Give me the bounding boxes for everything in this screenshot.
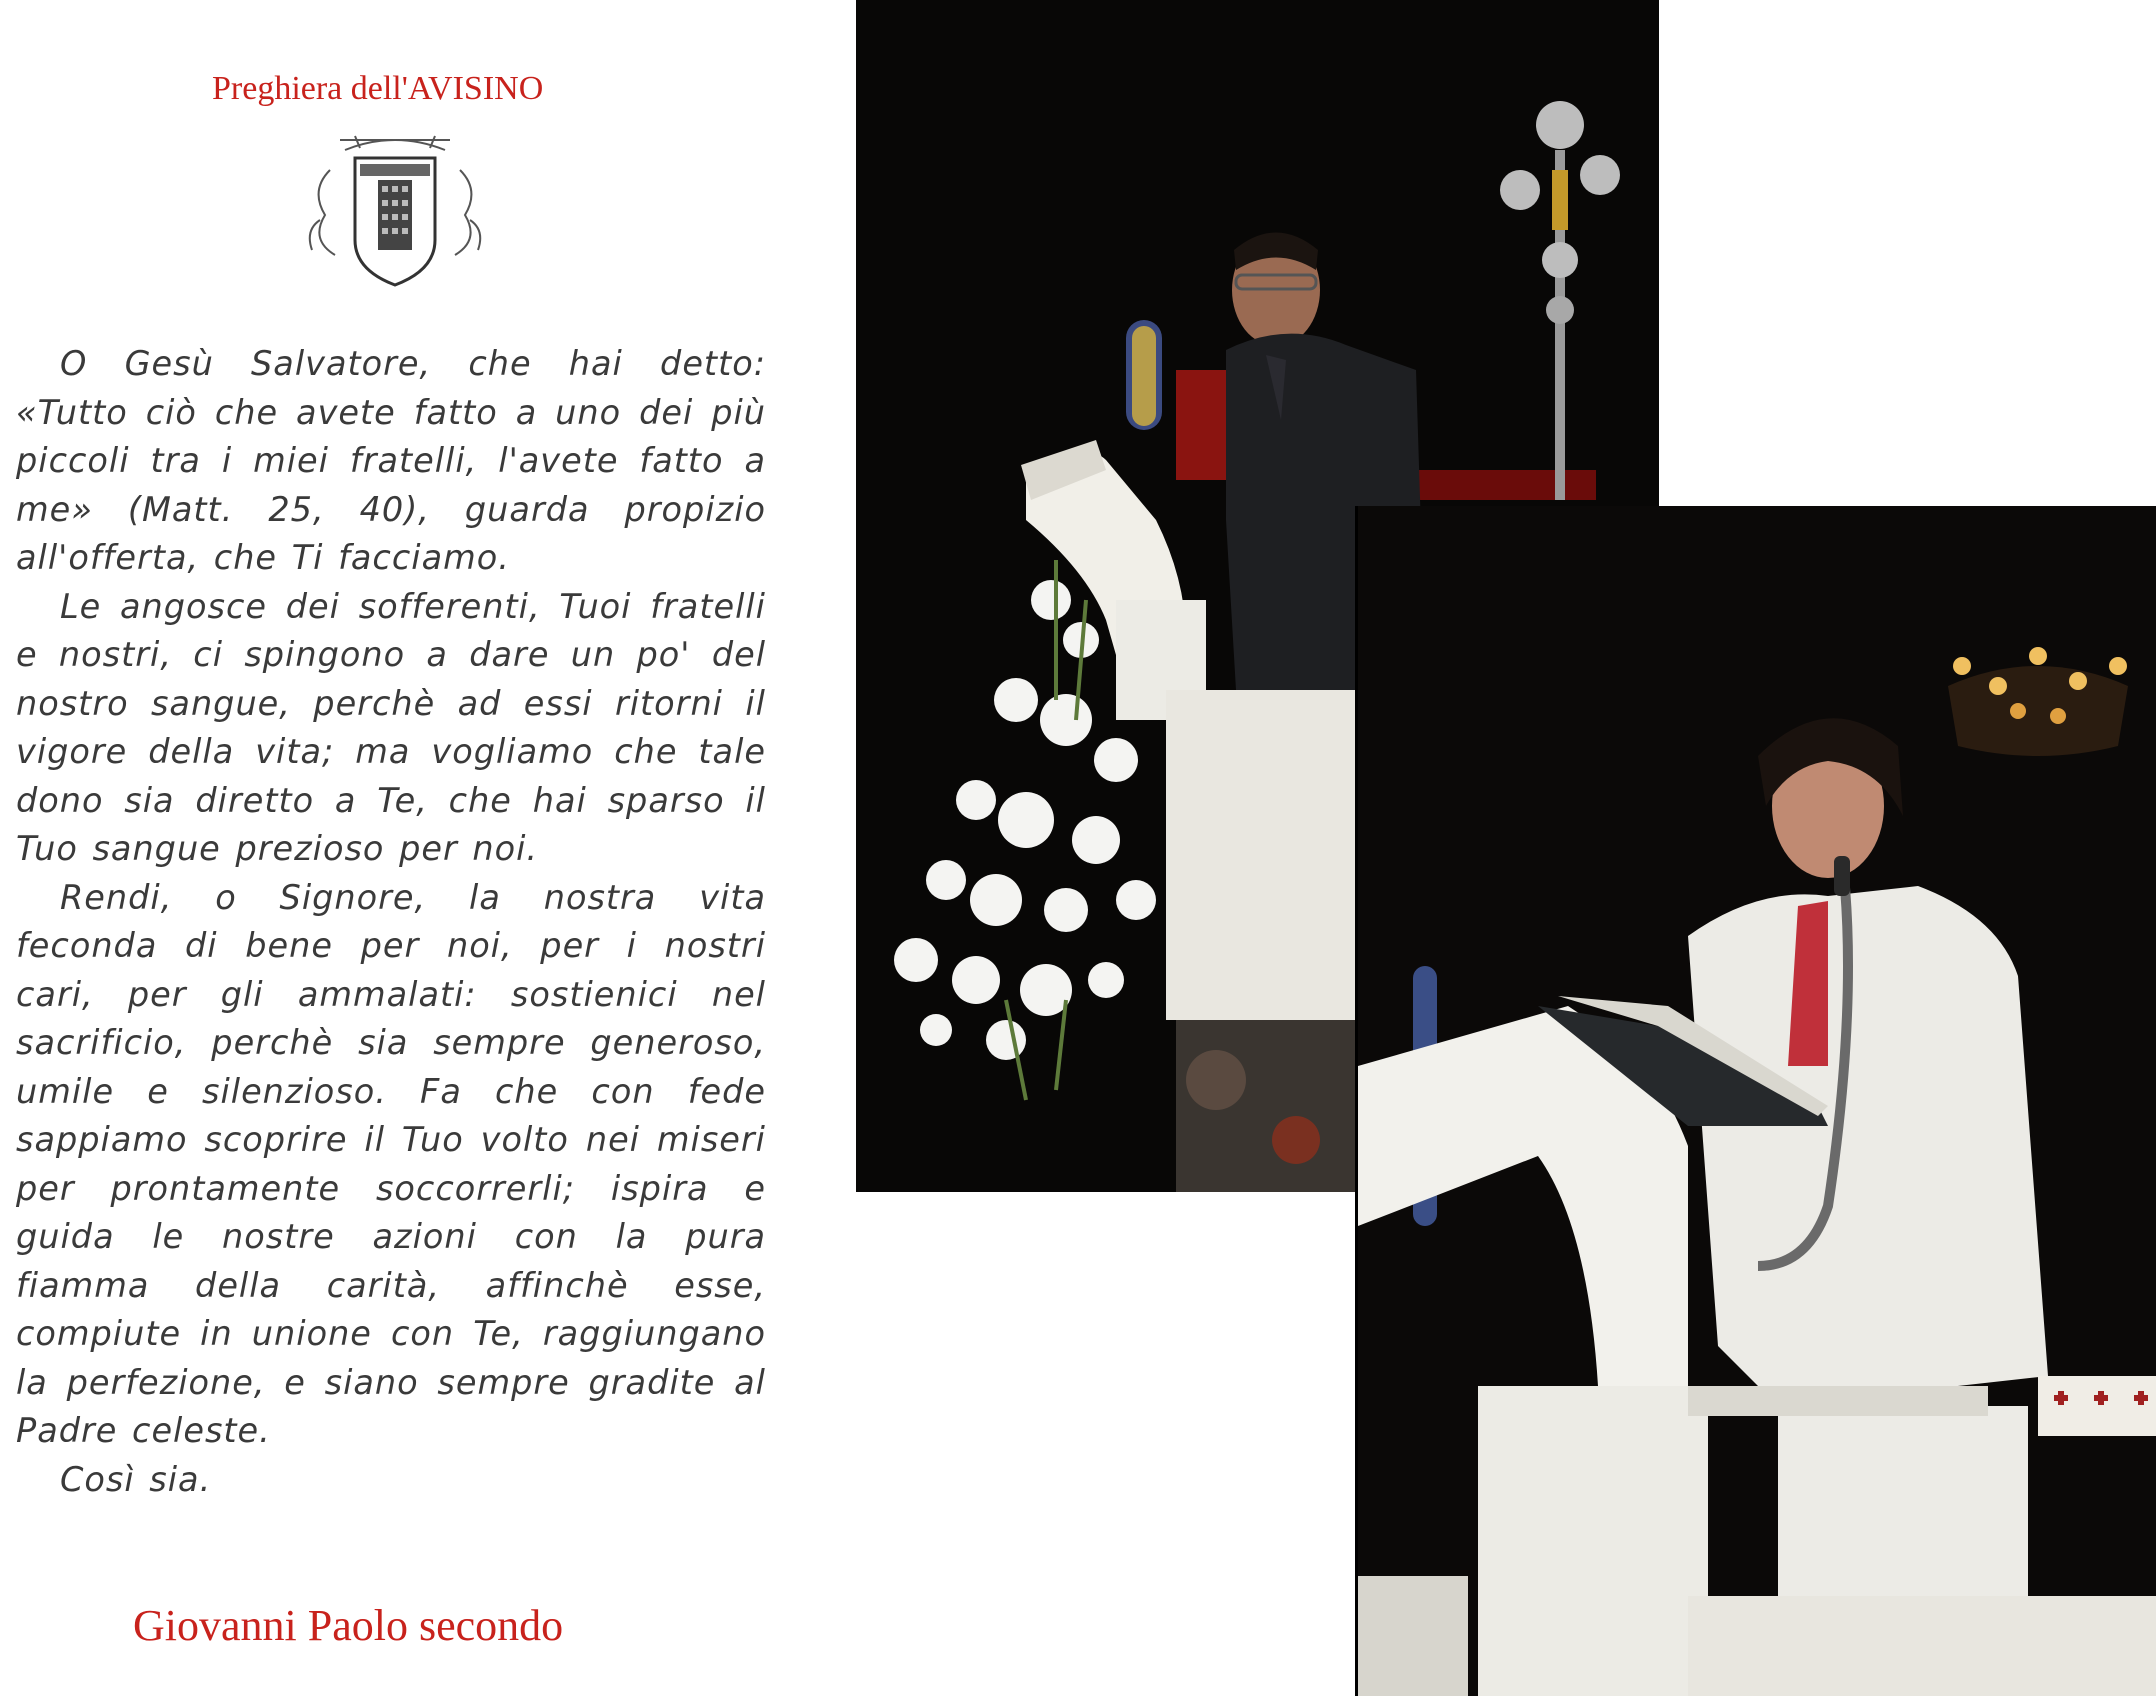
coat-of-arms-emblem	[300, 130, 490, 300]
prayer-paragraph: Così sia.	[60, 1459, 212, 1499]
prayer-paragraph: O Gesù Salvatore, che hai detto: «Tutto ciò che avete fatto a uno dei più piccoli tra i miei fratelli, l'avete fatto a me» (Matt. 25, 40), guarda propizio all'offerta, che Ti facciamo.	[16, 344, 766, 577]
photo-woman-at-lectern	[1358, 506, 2156, 1696]
prayer-paragraph: Le angosce dei sofferenti, Tuoi fratelli e nostri, ci spingono a dare un po' del nostro sangue, perchè ad essi ritorni il vigore della vita; ma vogliamo che tale dono sia diretto a Te, che hai sparso il Tuo sangue prezioso per noi.	[16, 586, 766, 868]
prayer-paragraph: Rendi, o Signore, la nostra vita feconda di bene per noi, per i nostri cari, per gli ammalati: sostienici nel sacrificio, perchè sia sempre generoso, umile e silenzioso. Fa che con fede sappiamo scoprire il Tuo volto nei miseri per prontamente soccorrerli; ispira e guida le nostre azioni con la pura fiamma della carità, affinchè esse, compiute in unione con Te, raggiungano la perfezione, e siano sempre gradite al Padre celeste.	[16, 877, 766, 1450]
signature: Giovanni Paolo secondo	[133, 1601, 564, 1650]
prayer-text	[16, 340, 766, 1504]
page-title: Preghiera dell'AVISINO	[212, 70, 544, 107]
